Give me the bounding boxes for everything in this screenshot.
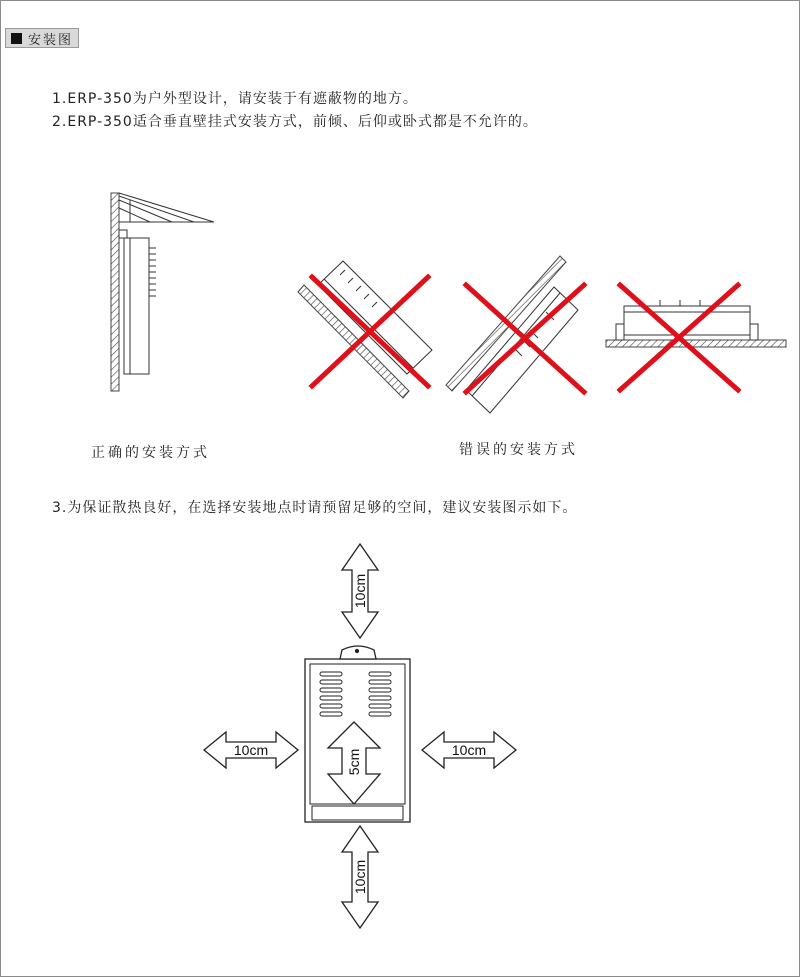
right-clearance-label: 10cm	[451, 742, 487, 758]
clearance-note: 3.为保证散热良好，在选择安装地点时请预留足够的空间，建议安装图示如下。	[52, 500, 578, 516]
instruction-1: 1.ERP-350为户外型设计，请安装于有遮蔽物的地方。	[52, 91, 418, 107]
left-clearance-label: 10cm	[233, 742, 269, 758]
top-clearance-label: 10cm	[352, 573, 368, 609]
wall-hatch	[111, 193, 119, 391]
device-fins	[149, 248, 156, 296]
front-clearance-label: 5cm	[346, 748, 362, 776]
bottom-clearance-label: 10cm	[352, 859, 368, 895]
cross-mark-3	[620, 285, 738, 390]
instruction-2: 2.ERP-350适合垂直壁挂式安装方式，前倾、后仰或卧式都是不允许的。	[52, 114, 538, 130]
correct-mount-illustration	[111, 193, 214, 391]
caption-correct: 正确的安装方式	[91, 445, 210, 461]
caption-wrong: 错误的安装方式	[459, 442, 578, 458]
shelter-top	[119, 193, 214, 222]
section-title: 安装图	[28, 32, 74, 48]
device-side-body	[124, 238, 149, 374]
